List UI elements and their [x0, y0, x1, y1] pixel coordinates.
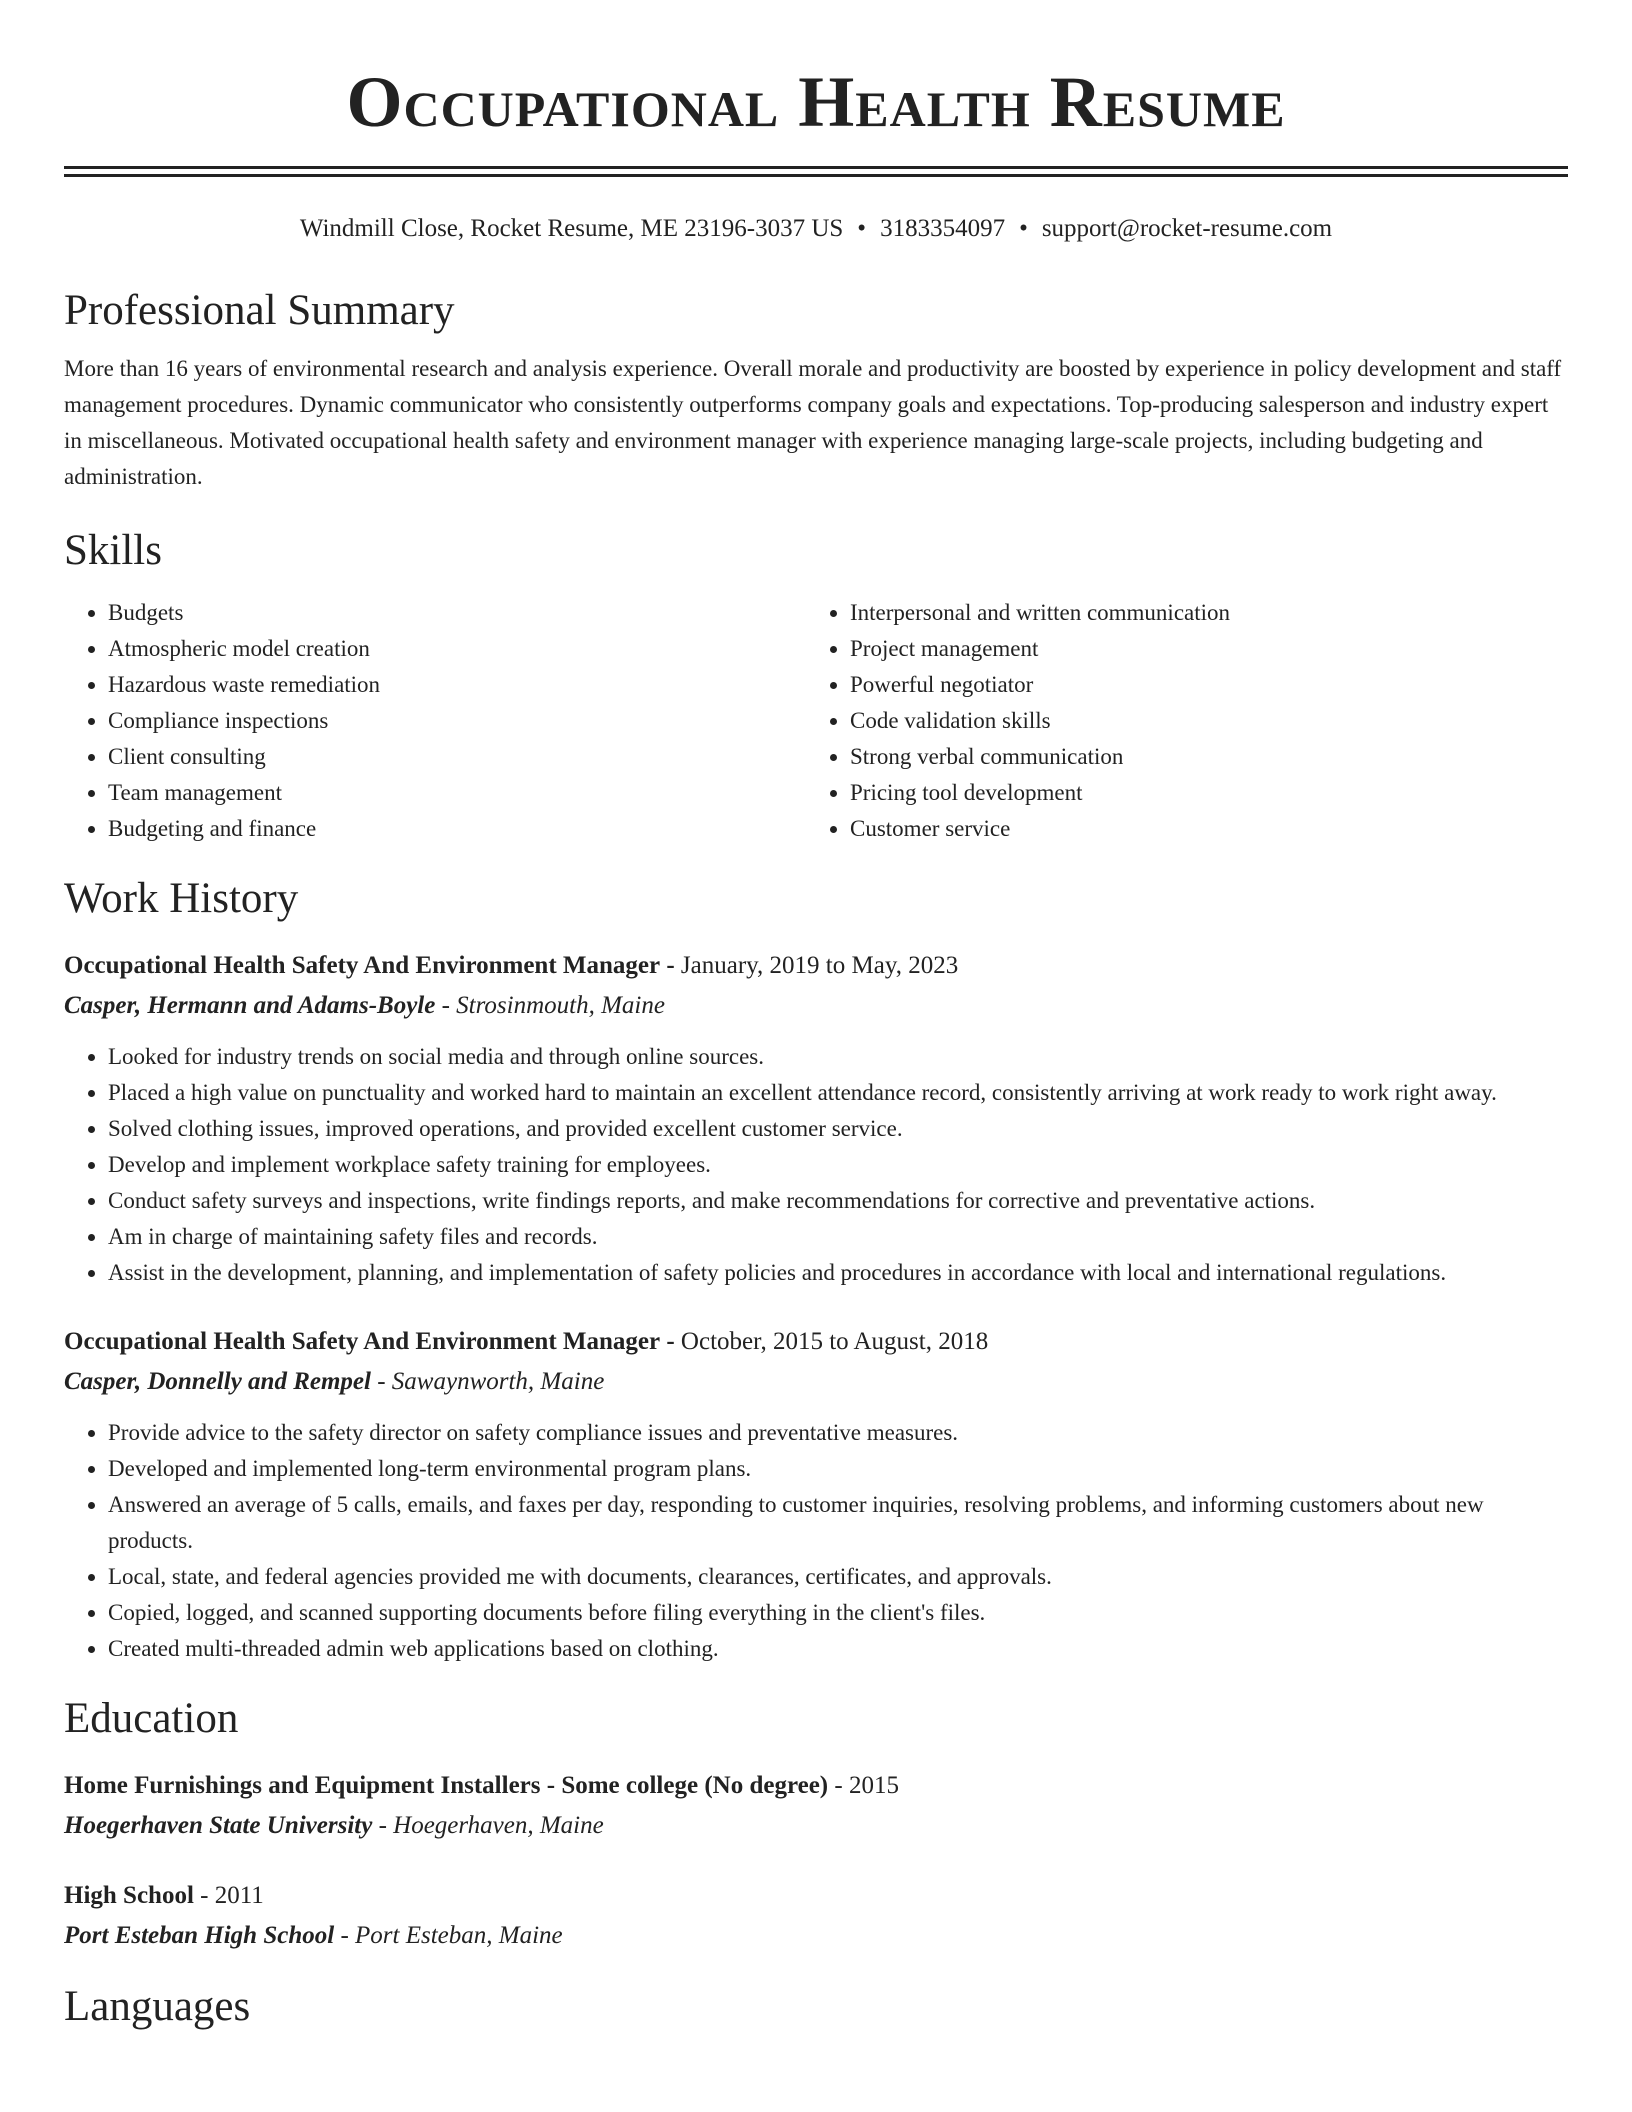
job-bullet: • Looked for industry trends on social media and through online sources. — [108, 1039, 1568, 1075]
job-bullet: • Copied, logged, and scanned supporting documents before filing everything in the client's files. — [108, 1595, 1568, 1631]
skill-item: • Project management — [850, 631, 1486, 667]
education-header: High School - 2011 — [64, 1882, 264, 1909]
title-double-rule — [64, 166, 1568, 177]
skills-heading: Skills — [64, 527, 162, 574]
job-bullet: • Assist in the development, planning, and implementation of safety policies and procedures in accordance with local and international regulations. — [108, 1255, 1568, 1291]
education-year: 2011 — [214, 1882, 264, 1909]
job-header: Occupational Health Safety And Environment Manager - January, 2019 to May, 2023 — [64, 952, 959, 979]
skill-item: • Powerful negotiator — [850, 667, 1486, 703]
job-location: Sawaynworth, Maine — [391, 1368, 605, 1395]
job-company-line: Casper, Hermann and Adams-Boyle - Strosinmouth, Maine — [64, 992, 665, 1019]
job-bullet: • Developed and implemented long-term environmental program plans. — [108, 1451, 1568, 1487]
education-header: Home Furnishings and Equipment Installers - Some college (No degree) - 2015 — [64, 1772, 899, 1799]
contact-separator: • — [1019, 215, 1028, 242]
job-bullet: • Created multi-threaded admin web applications based on clothing. — [108, 1631, 1568, 1667]
education-school: Hoegerhaven State University — [64, 1812, 373, 1839]
skills-columns — [64, 595, 1568, 847]
education-degree: High School — [64, 1882, 194, 1909]
job-bullets — [64, 1039, 1568, 1291]
skill-item: • Interpersonal and written communication — [850, 595, 1486, 631]
job-header: Occupational Health Safety And Environment Manager - October, 2015 to August, 2018 — [64, 1328, 989, 1355]
skill-item: • Budgets — [108, 595, 806, 631]
job-bullets — [64, 1415, 1568, 1667]
job-bullet: • Am in charge of maintaining safety files and records. — [108, 1219, 1568, 1255]
skill-item: • Hazardous waste remediation — [108, 667, 806, 703]
skills-list-left — [64, 595, 806, 847]
skill-item: • Customer service — [850, 811, 1486, 847]
job-company: Casper, Donnelly and Rempel — [64, 1368, 371, 1395]
education-location: Hoegerhaven, Maine — [393, 1812, 604, 1839]
skill-item: • Client consulting — [108, 739, 806, 775]
education-location: Port Esteban, Maine — [355, 1922, 563, 1949]
job-bullet: • Placed a high value on punctuality and worked hard to maintain an excellent attendance record, consistently arriving at work ready to work right away. — [108, 1075, 1568, 1111]
languages-heading: Languages — [64, 1983, 251, 2030]
job-bullet: • Local, state, and federal agencies provided me with documents, clearances, certificates, and approvals. — [108, 1559, 1568, 1595]
contact-email[interactable]: support@rocket-resume.com — [1041, 215, 1333, 242]
skill-item: • Team management — [108, 775, 806, 811]
education-school-line: Hoegerhaven State University - Hoegerhaven, Maine — [64, 1812, 604, 1839]
job-title: Occupational Health Safety And Environment Manager — [64, 1328, 661, 1355]
skill-item: • Strong verbal communication — [850, 739, 1486, 775]
education-heading: Education — [64, 1695, 239, 1742]
job-dates: October, 2015 to August, 2018 — [680, 1328, 989, 1355]
job-company-line: Casper, Donnelly and Rempel - Sawaynworth, Maine — [64, 1368, 605, 1395]
job-title: Occupational Health Safety And Environment Manager — [64, 952, 661, 979]
skill-item: • Code validation skills — [850, 703, 1486, 739]
work-history-heading: Work History — [64, 875, 299, 922]
job-location: Strosinmouth, Maine — [456, 992, 665, 1019]
job-bullet: • Develop and implement workplace safety training for employees. — [108, 1147, 1568, 1183]
job-bullet: • Solved clothing issues, improved operations, and provided excellent customer service. — [108, 1111, 1568, 1147]
resume-title: Occupational Health Resume — [346, 62, 1286, 142]
job-bullet: • Conduct safety surveys and inspections, write findings reports, and make recommendations for corrective and preventative actions. — [108, 1183, 1568, 1219]
job-dates: January, 2019 to May, 2023 — [680, 952, 959, 979]
contact-line — [64, 213, 1568, 245]
skills-list-right — [806, 595, 1486, 847]
education-degree: Home Furnishings and Equipment Installers - Some college (No degree) — [64, 1772, 829, 1799]
job-bullet: • Provide advice to the safety director on safety compliance issues and preventative measures. — [108, 1415, 1568, 1451]
skill-item: • Budgeting and finance — [108, 811, 806, 847]
skill-item: • Pricing tool development — [850, 775, 1486, 811]
summary-text: More than 16 years of environmental research and analysis experience. Overall morale and productivity are boosted by experience in policy development and staff management procedures. Dynamic communicator who consistently outperforms company goals and expectations. Top-producing salesperson and industry expert in miscellaneous. Motivated occupational health safety and environment manager with experience managing large-scale projects, including budgeting and administration. — [64, 356, 1562, 489]
contact-address: Windmill Close, Rocket Resume, ME 23196-3037 US — [299, 215, 844, 242]
job-bullet: • Answered an average of 5 calls, emails, and faxes per day, responding to customer inquiries, resolving problems, and informing customers about new products. — [108, 1487, 1568, 1559]
contact-phone[interactable]: 3183354097 — [880, 215, 1006, 242]
job-company: Casper, Hermann and Adams-Boyle — [64, 992, 436, 1019]
education-school-line: Port Esteban High School - Port Esteban, Maine — [64, 1922, 563, 1949]
contact-separator: • — [857, 215, 867, 242]
summary-heading: Professional Summary — [64, 287, 455, 334]
education-school: Port Esteban High School — [64, 1922, 335, 1949]
skill-item: • Atmospheric model creation — [108, 631, 806, 667]
skill-item: • Compliance inspections — [108, 703, 806, 739]
education-year: 2015 — [848, 1772, 899, 1799]
